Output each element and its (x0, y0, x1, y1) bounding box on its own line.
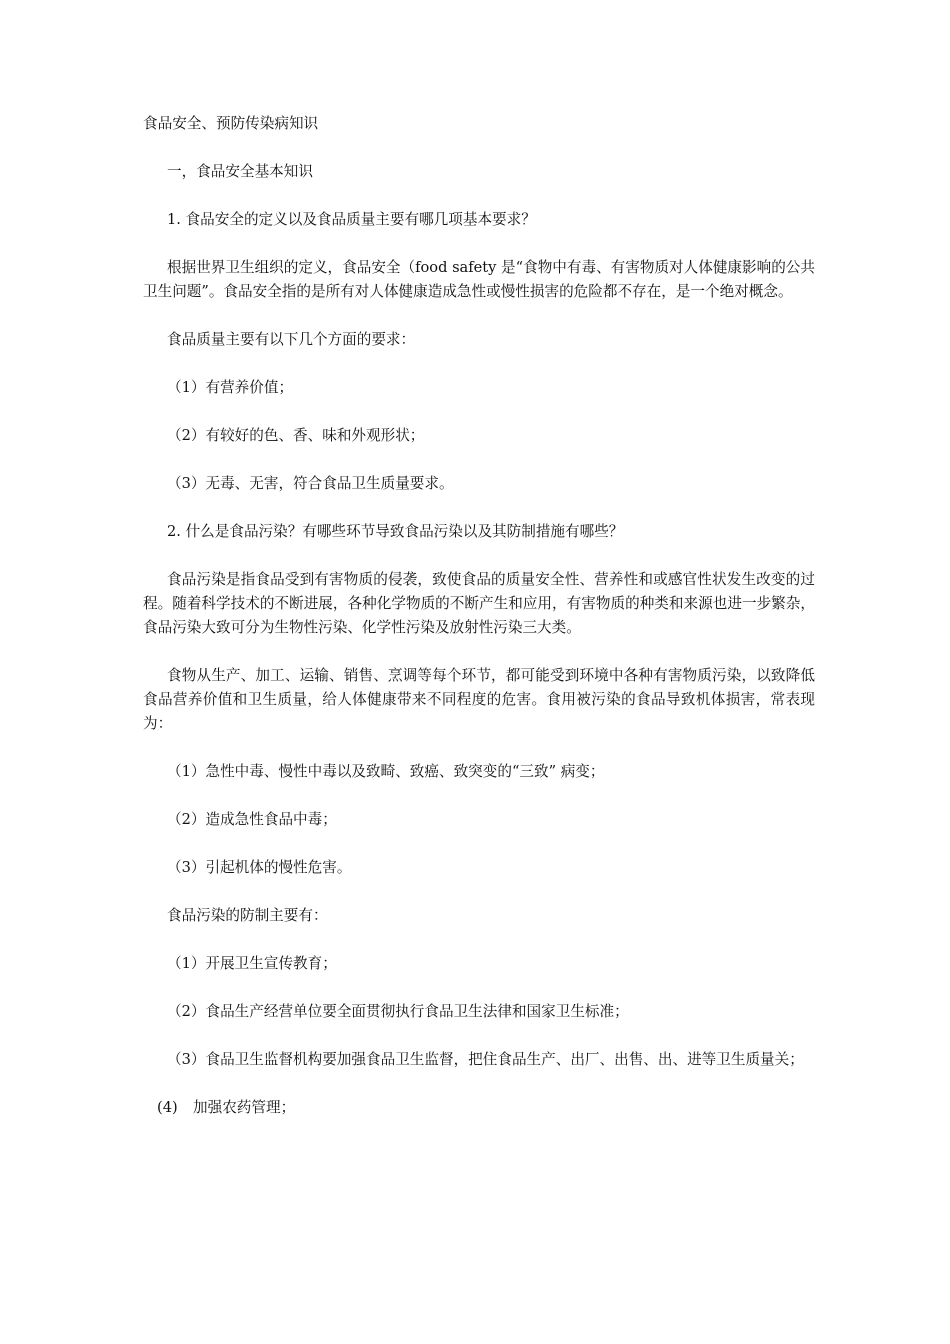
list-item: （3）食品卫生监督机构要加强食品卫生监督，把住食品生产、出厂、出售、出、进等卫生质量关； (167, 1051, 804, 1068)
list-item: （1）急性中毒、慢性中毒以及致畸、致癌、致突变的“三致” 病变； (167, 763, 605, 780)
question-heading: 1. 食品安全的定义以及食品质量主要有哪几项基本要求？ (167, 211, 536, 228)
list-item: （2）食品生产经营单位要全面贯彻执行食品卫生法律和国家卫生标准； (167, 1003, 629, 1020)
list-number: (4) (157, 1099, 178, 1116)
list-text: 加强农药管理； (193, 1099, 296, 1116)
list-item: （2）有较好的色、香、味和外观形状； (167, 427, 425, 444)
list-item: （3）无毒、无害，符合食品卫生质量要求。 (167, 475, 454, 492)
list-item: （2）造成急性食品中毒； (167, 811, 337, 828)
section-heading: 一，食品安全基本知识 (167, 163, 313, 180)
document-body (143, 112, 815, 1144)
paragraph: 食品质量主要有以下几个方面的要求： (167, 331, 416, 348)
list-item: （1）开展卫生宣传教育； (167, 955, 337, 972)
document-title: 食品安全、预防传染病知识 (143, 115, 319, 132)
list-item: （3）引起机体的慢性危害。 (167, 859, 352, 876)
list-item (143, 1096, 815, 1120)
paragraph: 食品污染的防制主要有： (167, 907, 328, 924)
question-heading: 2. 什么是食品污染？有哪些环节导致食品污染以及其防制措施有哪些？ (167, 523, 624, 540)
list-item: （1）有营养价值； (167, 379, 294, 396)
paragraph: 根据世界卫生组织的定义，食品安全（food safety 是“食物中有毒、有害物质对人体健康影响的公共卫生问题”。食品安全指的是所有对人体健康造成急性或慢性损害的危险都不存在，是一个绝对概念。 (143, 259, 815, 300)
paragraph: 食物从生产、加工、运输、销售、烹调等每个环节，都可能受到环境中各种有害物质污染，以致降低食品营养价值和卫生质量，给人体健康带来不同程度的危害。食用被污染的食品导致机体损害，常表现为： (143, 667, 815, 732)
paragraph: 食品污染是指食品受到有害物质的侵袭，致使食品的质量安全性、营养性和或感官性状发生改变的过程。随着科学技术的不断进展，各种化学物质的不断产生和应用，有害物质的种类和来源也进一步繁杂，食品污染大致可分为生物性污染、化学性污染及放射性污染三大类。 (143, 571, 815, 636)
